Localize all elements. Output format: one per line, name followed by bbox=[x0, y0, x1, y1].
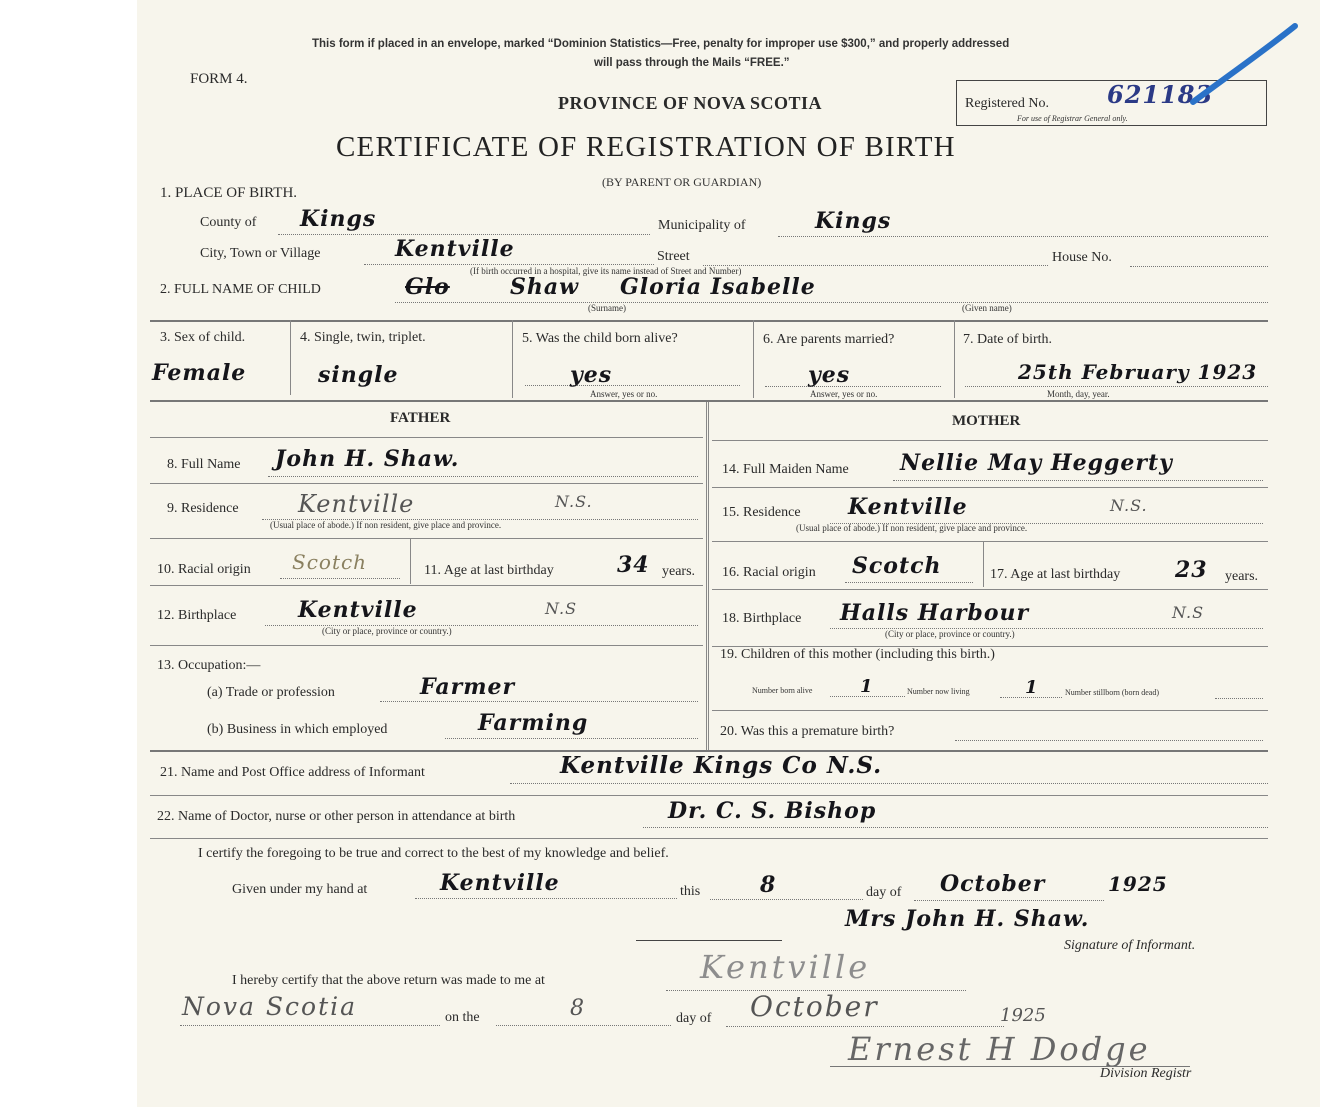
county-value: Kings bbox=[300, 206, 377, 232]
child-surname: Shaw bbox=[510, 274, 580, 300]
place-heading: 1. PLACE OF BIRTH. bbox=[160, 185, 298, 201]
father-birthplace-suffix: N.S bbox=[545, 599, 578, 618]
doctor-label: 22. Name of Doctor, nurse or other person in attendance at birth bbox=[157, 809, 516, 824]
street-label: Street bbox=[657, 249, 690, 264]
business-value: Farming bbox=[478, 710, 589, 736]
registrar-note: For use of Registrar General only. bbox=[1017, 114, 1128, 123]
child-name-struck: Glo bbox=[405, 274, 450, 300]
reg-day-of-label: day of bbox=[676, 1011, 712, 1026]
multiple-value: single bbox=[318, 362, 399, 388]
mother-age-value: 23 bbox=[1175, 557, 1208, 583]
house-no-label: House No. bbox=[1052, 250, 1112, 265]
postal-notice-line2: will pass through the Mails “FREE.” bbox=[594, 57, 790, 69]
mother-heading: MOTHER bbox=[952, 413, 1021, 429]
premature-label: 20. Was this a premature birth? bbox=[720, 724, 895, 739]
trade-label: (a) Trade or profession bbox=[207, 685, 335, 700]
multiple-label: 4. Single, twin, triplet. bbox=[300, 330, 426, 345]
reg-day-value: 8 bbox=[570, 996, 584, 1021]
municipality-label: Municipality of bbox=[658, 218, 746, 233]
given-name-note: (Given name) bbox=[962, 303, 1012, 313]
married-answer-note: Answer, yes or no. bbox=[810, 389, 878, 399]
alive-answer-note: Answer, yes or no. bbox=[590, 389, 658, 399]
blue-pencil-mark bbox=[1185, 20, 1300, 110]
born-alive-value: 1 bbox=[860, 676, 874, 697]
form-number: FORM 4. bbox=[190, 71, 248, 87]
informant-signature: Mrs John H. Shaw. bbox=[845, 906, 1090, 932]
alive-value: yes bbox=[570, 362, 613, 388]
mother-age-label: 17. Age at last birthday bbox=[990, 567, 1121, 582]
given-label: Given under my hand at bbox=[232, 882, 368, 897]
registrar-province: Nova Scotia bbox=[182, 992, 358, 1021]
cert-day-of-label: day of bbox=[866, 885, 902, 900]
father-heading: FATHER bbox=[390, 410, 451, 426]
mother-birthplace-value: Halls Harbour bbox=[840, 600, 1030, 626]
father-residence-value: Kentville bbox=[298, 490, 415, 518]
mother-racial-value: Scotch bbox=[852, 553, 942, 579]
father-racial-label: 10. Racial origin bbox=[157, 562, 251, 577]
father-age-unit: years. bbox=[662, 564, 696, 579]
child-name-label: 2. FULL NAME OF CHILD bbox=[160, 282, 321, 297]
now-living-label: Number now living bbox=[907, 687, 970, 696]
registrar-title: Division Registr bbox=[1100, 1066, 1192, 1081]
cert-month-value: October bbox=[940, 871, 1046, 897]
registrar-signature: Ernest H Dodge bbox=[848, 1030, 1151, 1068]
father-residence-label: 9. Residence bbox=[167, 501, 239, 516]
mother-birthplace-note: (City or place, province or country.) bbox=[885, 629, 1015, 639]
county-label: County of bbox=[200, 215, 257, 230]
reg-year-value: 1925 bbox=[1000, 1005, 1046, 1026]
registered-label: Registered No. bbox=[965, 96, 1049, 111]
mother-residence-value: Kentville bbox=[848, 494, 968, 520]
father-racial-value: Scotch bbox=[292, 550, 368, 574]
informant-label: 21. Name and Post Office address of Informant bbox=[160, 765, 425, 780]
sex-label: 3. Sex of child. bbox=[160, 330, 246, 345]
mother-age-unit: years. bbox=[1225, 569, 1259, 584]
occupation-label: 13. Occupation:— bbox=[157, 658, 261, 673]
now-living-value: 1 bbox=[1025, 677, 1039, 698]
certificate-title: CERTIFICATE OF REGISTRATION OF BIRTH bbox=[336, 131, 956, 163]
father-residence-suffix: N.S. bbox=[555, 492, 593, 511]
province-heading: PROVINCE OF NOVA SCOTIA bbox=[558, 93, 823, 113]
city-value: Kentville bbox=[395, 236, 515, 262]
father-age-value: 34 bbox=[617, 552, 650, 578]
trade-value: Farmer bbox=[420, 674, 516, 700]
cert-day-value: 8 bbox=[760, 872, 777, 898]
mother-name-label: 14. Full Maiden Name bbox=[722, 462, 849, 477]
this-label: this bbox=[680, 884, 701, 899]
father-birthplace-value: Kentville bbox=[298, 597, 418, 623]
hospital-note: (If birth occurred in a hospital, give its name instead of Street and Number) bbox=[470, 266, 742, 276]
on-the-label: on the bbox=[445, 1010, 480, 1025]
reg-month-value: October bbox=[750, 990, 879, 1023]
father-name-value: John H. Shaw. bbox=[275, 446, 460, 472]
city-label: City, Town or Village bbox=[200, 246, 321, 261]
mother-racial-label: 16. Racial origin bbox=[722, 565, 816, 580]
alive-label: 5. Was the child born alive? bbox=[522, 331, 678, 346]
informant-value: Kentville Kings Co N.S. bbox=[560, 752, 883, 779]
mother-residence-suffix: N.S. bbox=[1110, 496, 1148, 515]
married-value: yes bbox=[808, 362, 851, 388]
child-given-names: Gloria Isabelle bbox=[620, 274, 816, 300]
doctor-value: Dr. C. S. Bishop bbox=[668, 798, 877, 824]
municipality-value: Kings bbox=[815, 208, 892, 234]
business-label: (b) Business in which employed bbox=[207, 722, 388, 737]
mother-residence-label: 15. Residence bbox=[722, 505, 801, 520]
dob-label: 7. Date of birth. bbox=[963, 332, 1053, 347]
postal-notice-line1: This form if placed in an envelope, marked “Dominion Statistics—Free, penalty for improper use $300,” and properly addressed bbox=[312, 38, 1010, 50]
married-label: 6. Are parents married? bbox=[763, 332, 895, 347]
children-label: 19. Children of this mother (including this birth.) bbox=[720, 647, 995, 662]
father-name-label: 8. Full Name bbox=[167, 457, 241, 472]
mother-birthplace-label: 18. Birthplace bbox=[722, 611, 802, 626]
mother-name-value: Nellie May Heggerty bbox=[900, 450, 1173, 476]
mother-birthplace-suffix: N.S bbox=[1172, 603, 1205, 622]
father-birthplace-label: 12. Birthplace bbox=[157, 608, 237, 623]
father-birthplace-note: (City or place, province or country.) bbox=[322, 626, 452, 636]
dob-value: 25th February 1923 bbox=[1018, 360, 1258, 384]
registered-number: 621183 bbox=[1107, 80, 1214, 109]
certify-statement: I certify the foregoing to be true and correct to the best of my knowledge and belief. bbox=[198, 846, 669, 861]
stillborn-label: Number stillborn (born dead) bbox=[1065, 688, 1159, 697]
father-age-label: 11. Age at last birthday bbox=[424, 563, 554, 578]
signature-label: Signature of Informant. bbox=[1064, 938, 1196, 953]
registrar-place: Kentville bbox=[700, 948, 871, 986]
born-alive-label: Number born alive bbox=[752, 686, 813, 695]
given-place: Kentville bbox=[440, 870, 560, 896]
dob-note: Month, day, year. bbox=[1047, 389, 1110, 399]
certificate-subtitle: (BY PARENT OR GUARDIAN) bbox=[602, 175, 762, 189]
sex-value: Female bbox=[152, 360, 247, 386]
surname-note: (Surname) bbox=[588, 303, 626, 313]
cert-year-value: 1925 bbox=[1108, 872, 1168, 896]
mother-residence-note: (Usual place of abode.) If non resident, give place and province. bbox=[796, 523, 1028, 533]
registrar-statement: I hereby certify that the above return was made to me at bbox=[232, 973, 545, 988]
father-residence-note: (Usual place of abode.) If non resident, give place and province. bbox=[270, 520, 502, 530]
